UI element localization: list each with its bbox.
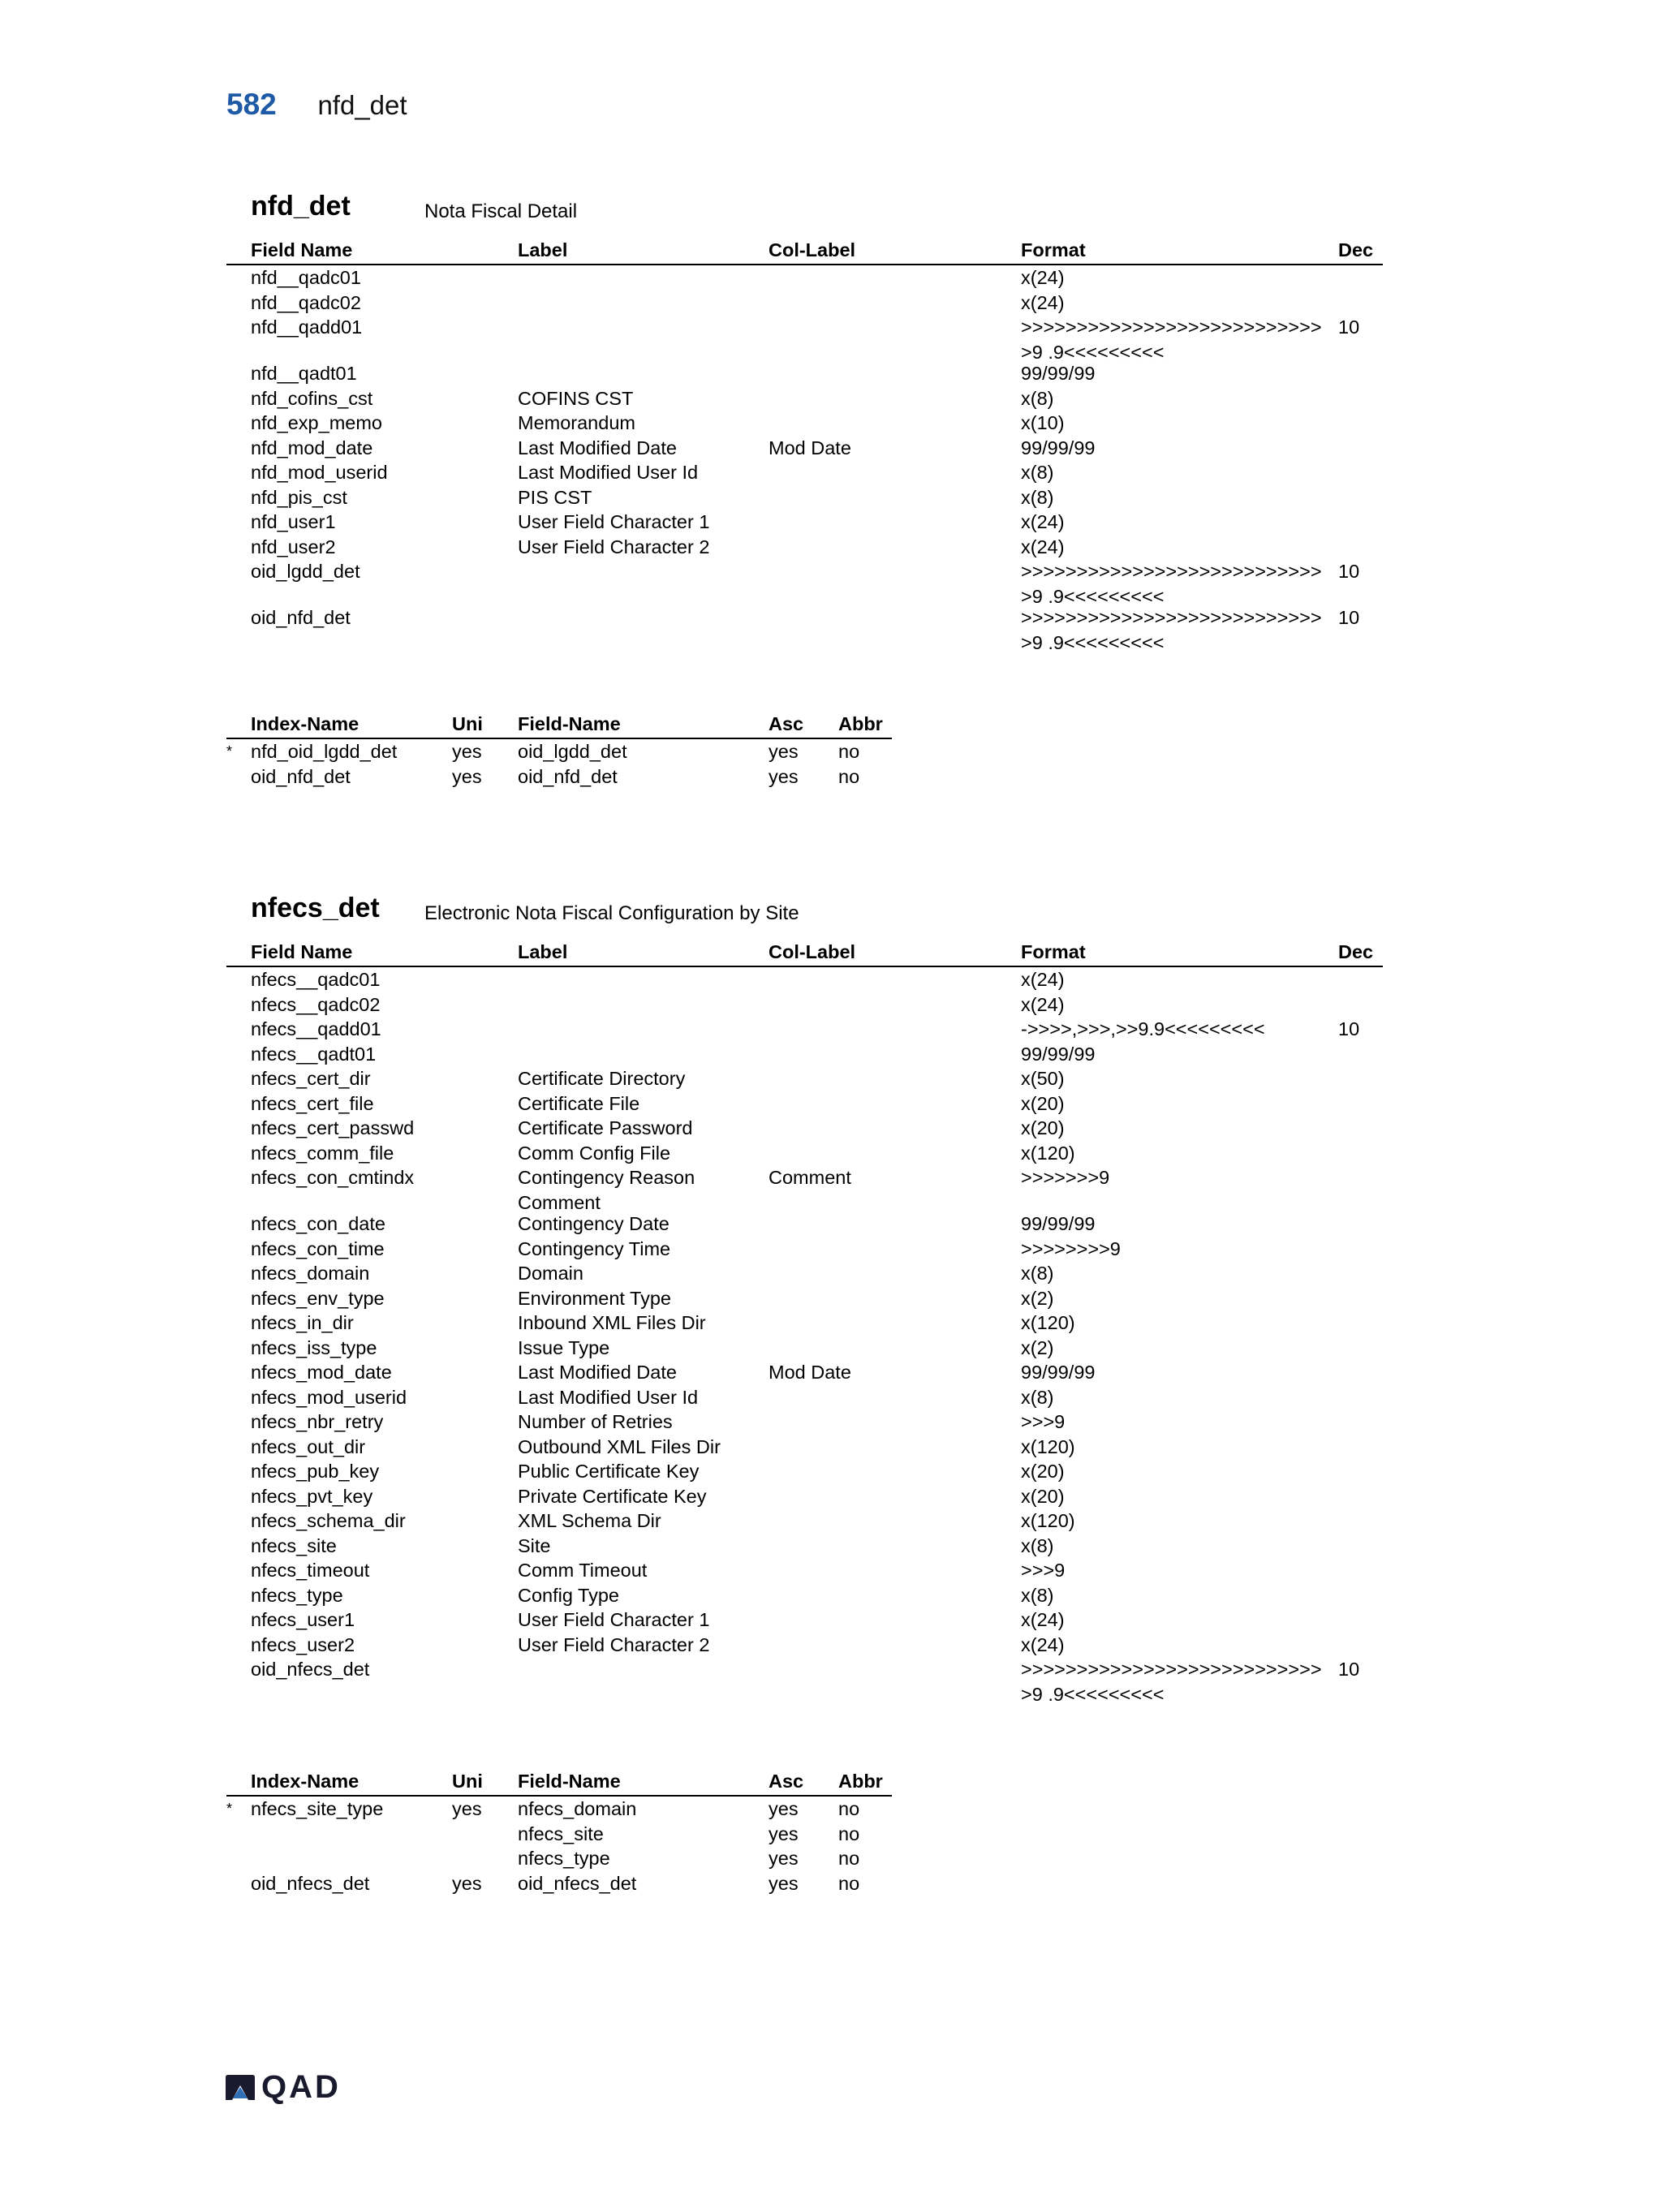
cell-format: x(8) [1021, 387, 1054, 409]
table-heading [226, 191, 1383, 231]
cell-format: x(20) [1021, 1485, 1065, 1507]
index-cell-field: nfecs_domain [518, 1798, 637, 1819]
cell-label: Last Modified User Id [518, 462, 699, 483]
cell-format: ->>>>,>>>,>>9.9<<<<<<<<< [1021, 1018, 1265, 1039]
table-row [226, 386, 1383, 411]
table-section-nfd-det [226, 191, 1383, 652]
index-cell-star: * [226, 1801, 233, 1817]
cell-field: nfecs_user1 [251, 1609, 355, 1630]
cell-field: nfd_mod_date [251, 437, 373, 458]
cell-field: nfecs_in_dir [251, 1312, 354, 1333]
table-row [226, 1116, 1383, 1141]
cell-label: Issue Type [518, 1336, 610, 1358]
cell-dec: 10 [1338, 561, 1360, 582]
cell-field: nfecs_con_cmtindx [251, 1167, 415, 1188]
index-cell-uni: yes [452, 1798, 482, 1819]
cell-format: x(8) [1021, 1534, 1054, 1556]
index-table [226, 1769, 892, 1896]
index-row [226, 739, 892, 764]
cell-label: Last Modified Date [518, 1362, 677, 1383]
index-row [226, 1846, 892, 1871]
cell-dec: 10 [1338, 1018, 1360, 1039]
table-row [226, 1042, 1383, 1067]
table-row [226, 1091, 1383, 1117]
index-table-nfd-det [226, 712, 892, 789]
field-table-header [226, 940, 1383, 967]
cell-format: x(120) [1021, 1435, 1075, 1457]
cell-format: x(8) [1021, 1584, 1054, 1606]
index-cell-abbr: no [838, 1872, 860, 1894]
cell-field: nfecs_con_date [251, 1213, 385, 1234]
index-cell-star: * [226, 743, 233, 760]
table-row [226, 992, 1383, 1018]
qad-logo-icon [224, 2074, 256, 2102]
cell-label: Certificate Directory [518, 1068, 686, 1089]
index-cell-asc: yes [769, 1848, 799, 1869]
index-cell-asc: yes [769, 1823, 799, 1844]
index-cell-field: nfecs_site [518, 1823, 604, 1844]
index-cell-asc: yes [769, 1872, 799, 1894]
index-row [226, 764, 892, 790]
cell-col-label: Mod Date [769, 1362, 851, 1383]
cell-format: x(8) [1021, 462, 1054, 483]
column-header-label: Label [518, 941, 568, 962]
cell-field: nfd__qadt01 [251, 363, 357, 384]
index-cell-asc: yes [769, 741, 799, 762]
column-header-format: Format [1021, 239, 1086, 260]
cell-field: nfecs__qadc01 [251, 969, 381, 990]
table-description: Nota Fiscal Detail [424, 200, 578, 222]
table-row [226, 1508, 1383, 1534]
table-row [226, 265, 1383, 290]
index-table [226, 712, 892, 789]
index-cell-abbr: no [838, 1848, 860, 1869]
table-row [226, 1484, 1383, 1509]
cell-label: Certificate File [518, 1092, 640, 1114]
index-cell-abbr: no [838, 765, 860, 787]
table-row [226, 967, 1383, 992]
logo-text: QAD [261, 2069, 341, 2105]
cell-field: nfecs_iss_type [251, 1336, 377, 1358]
column-header-label: Label [518, 239, 568, 260]
cell-label: Outbound XML Files Dir [518, 1435, 721, 1457]
column-header-col-label: Col-Label [769, 239, 856, 260]
table-row [226, 460, 1383, 485]
table-description: Electronic Nota Fiscal Configuration by Site [424, 902, 799, 924]
table-row [226, 1385, 1383, 1410]
index-header-uni: Uni [452, 1771, 483, 1792]
cell-col-label: Comment [769, 1167, 851, 1188]
index-cell-name: nfecs_site_type [251, 1798, 384, 1819]
table-row [226, 1017, 1383, 1042]
table-row [226, 1310, 1383, 1336]
cell-field: nfecs_out_dir [251, 1435, 366, 1457]
cell-field: nfecs_pub_key [251, 1461, 380, 1482]
column-header-dec: Dec [1338, 239, 1374, 260]
table-row [226, 1633, 1383, 1658]
cell-format: >>>9 [1021, 1560, 1066, 1581]
cell-label: Memorandum [518, 412, 635, 433]
cell-format: x(24) [1021, 536, 1065, 557]
cell-label: Private Certificate Key [518, 1485, 707, 1507]
cell-label: Contingency Reason Comment [518, 1167, 695, 1213]
cell-label: Comm Config File [518, 1142, 671, 1164]
table-row [226, 1066, 1383, 1091]
cell-format: x(8) [1021, 486, 1054, 508]
cell-field: nfecs_schema_dir [251, 1510, 406, 1531]
cell-format: x(24) [1021, 267, 1065, 288]
cell-label: COFINS CST [518, 387, 634, 409]
cell-label: Certificate Password [518, 1117, 693, 1138]
cell-field: nfecs_mod_userid [251, 1386, 407, 1408]
column-header-col-label: Col-Label [769, 941, 856, 962]
cell-label: Number of Retries [518, 1411, 673, 1432]
cell-label: User Field Character 1 [518, 511, 710, 532]
index-cell-name: oid_nfd_det [251, 765, 351, 787]
index-header-abbr: Abbr [838, 1771, 883, 1792]
index-header-name: Index-Name [251, 1771, 360, 1792]
cell-field: nfecs_cert_dir [251, 1068, 371, 1089]
cell-format: x(20) [1021, 1461, 1065, 1482]
cell-field: nfecs_cert_file [251, 1092, 374, 1114]
cell-label: User Field Character 2 [518, 1633, 710, 1655]
cell-field: nfd__qadd01 [251, 316, 363, 338]
cell-format: x(2) [1021, 1287, 1054, 1309]
cell-format: 99/99/99 [1021, 1362, 1096, 1383]
running-title: nfd_det [317, 90, 407, 120]
index-cell-uni: yes [452, 765, 482, 787]
cell-field: nfd_pis_cst [251, 486, 347, 508]
cell-field: nfd_exp_memo [251, 412, 382, 433]
table-section-nfecs-det [226, 893, 1383, 1703]
table-heading [226, 893, 1383, 933]
cell-label: Domain [518, 1263, 583, 1284]
cell-label: Comm Timeout [518, 1560, 648, 1581]
cell-format: x(120) [1021, 1312, 1075, 1333]
cell-field: nfd_user2 [251, 536, 336, 557]
cell-format: x(10) [1021, 412, 1065, 433]
cell-field: nfecs_domain [251, 1263, 370, 1284]
index-cell-abbr: no [838, 1798, 860, 1819]
table-row [226, 1459, 1383, 1484]
table-row [226, 1657, 1383, 1703]
cell-format: x(24) [1021, 1633, 1065, 1655]
cell-format: >>>>>>>>>>>>>>>>>>>>>>>>>>>>9 .9<<<<<<<<< [1021, 607, 1322, 653]
cell-field: nfecs_mod_date [251, 1362, 392, 1383]
index-cell-field: oid_nfecs_det [518, 1872, 637, 1894]
cell-format: >>>>>>>9 [1021, 1167, 1110, 1188]
cell-dec: 10 [1338, 1659, 1360, 1680]
index-header-uni: Uni [452, 713, 483, 734]
table-row [226, 1607, 1383, 1633]
index-row [226, 1822, 892, 1847]
table-row [226, 1534, 1383, 1559]
cell-format: x(8) [1021, 1386, 1054, 1408]
cell-field: nfd__qadc01 [251, 267, 361, 288]
cell-format: 99/99/99 [1021, 1043, 1096, 1065]
field-table-header [226, 238, 1383, 265]
cell-label: User Field Character 2 [518, 536, 710, 557]
table-row [226, 361, 1383, 386]
table-row [226, 1261, 1383, 1286]
index-cell-name: oid_nfecs_det [251, 1872, 370, 1894]
index-table-header [226, 1769, 892, 1797]
cell-label: Inbound XML Files Dir [518, 1312, 706, 1333]
cell-format: >>>9 [1021, 1411, 1066, 1432]
cell-format: >>>>>>>>>>>>>>>>>>>>>>>>>>>>9 .9<<<<<<<<< [1021, 316, 1322, 363]
table-row [226, 1237, 1383, 1262]
table-row [226, 559, 1383, 605]
cell-field: nfecs_user2 [251, 1633, 355, 1655]
cell-field: nfecs_comm_file [251, 1142, 394, 1164]
cell-field: nfecs_pvt_key [251, 1485, 373, 1507]
table-row [226, 1435, 1383, 1460]
index-header-asc: Asc [769, 713, 804, 734]
cell-format: x(120) [1021, 1142, 1075, 1164]
index-cell-field: nfecs_type [518, 1848, 610, 1869]
cell-label: Config Type [518, 1584, 619, 1606]
cell-format: 99/99/99 [1021, 1213, 1096, 1234]
cell-format: x(2) [1021, 1336, 1054, 1358]
index-header-asc: Asc [769, 1771, 804, 1792]
cell-field: nfecs_cert_passwd [251, 1117, 415, 1138]
table-name: nfd_det [251, 191, 351, 222]
index-cell-field: oid_nfd_det [518, 765, 618, 787]
cell-format: >>>>>>>>>>>>>>>>>>>>>>>>>>>>9 .9<<<<<<<<< [1021, 1659, 1322, 1705]
cell-format: x(24) [1021, 511, 1065, 532]
cell-label: Contingency Date [518, 1213, 670, 1234]
index-cell-name: nfd_oid_lgdd_det [251, 741, 398, 762]
table-row [226, 1360, 1383, 1385]
table-row [226, 411, 1383, 436]
cell-field: nfecs_nbr_retry [251, 1411, 384, 1432]
index-row [226, 1797, 892, 1822]
cell-field: nfecs__qadd01 [251, 1018, 381, 1039]
index-cell-uni: yes [452, 741, 482, 762]
cell-field: nfd_cofins_cst [251, 387, 373, 409]
index-header-field: Field-Name [518, 1771, 621, 1792]
cell-label: Last Modified Date [518, 437, 677, 458]
cell-field: nfecs_env_type [251, 1287, 385, 1309]
cell-format: x(8) [1021, 1263, 1054, 1284]
column-header-field: Field Name [251, 941, 353, 962]
table-row [226, 1211, 1383, 1237]
table-row [226, 485, 1383, 510]
cell-format: x(24) [1021, 291, 1065, 313]
cell-field: nfd_mod_userid [251, 462, 388, 483]
cell-field: oid_nfecs_det [251, 1659, 370, 1680]
table-row [226, 290, 1383, 316]
cell-dec: 10 [1338, 607, 1360, 628]
cell-label: Contingency Time [518, 1237, 671, 1259]
cell-format: x(20) [1021, 1092, 1065, 1114]
index-header-abbr: Abbr [838, 713, 883, 734]
table-row [226, 510, 1383, 535]
cell-format: x(24) [1021, 993, 1065, 1015]
index-header-name: Index-Name [251, 713, 360, 734]
page-header [226, 88, 407, 122]
cell-field: nfecs__qadc02 [251, 993, 381, 1015]
cell-format: x(24) [1021, 969, 1065, 990]
cell-label: Last Modified User Id [518, 1386, 699, 1408]
cell-label: XML Schema Dir [518, 1510, 661, 1531]
cell-format: x(24) [1021, 1609, 1065, 1630]
cell-field: nfecs_timeout [251, 1560, 370, 1581]
cell-field: nfecs_site [251, 1534, 337, 1556]
cell-field: oid_nfd_det [251, 607, 351, 628]
index-cell-abbr: no [838, 741, 860, 762]
cell-label: Public Certificate Key [518, 1461, 700, 1482]
cell-format: x(20) [1021, 1117, 1065, 1138]
table-row [226, 1409, 1383, 1435]
cell-label: User Field Character 1 [518, 1609, 710, 1630]
cell-dec: 10 [1338, 316, 1360, 338]
index-header-field: Field-Name [518, 713, 621, 734]
table-row [226, 436, 1383, 461]
cell-field: oid_lgdd_det [251, 561, 360, 582]
cell-field: nfecs__qadt01 [251, 1043, 377, 1065]
cell-label: Site [518, 1534, 551, 1556]
page-number: 582 [226, 88, 277, 121]
table-row [226, 1336, 1383, 1361]
cell-label: Environment Type [518, 1287, 671, 1309]
column-header-dec: Dec [1338, 941, 1374, 962]
index-cell-asc: yes [769, 765, 799, 787]
index-table-header [226, 712, 892, 739]
table-row [226, 605, 1383, 652]
cell-format: >>>>>>>>9 [1021, 1237, 1121, 1259]
column-header-format: Format [1021, 941, 1086, 962]
index-table-nfecs-det [226, 1769, 892, 1896]
cell-field: nfecs_con_time [251, 1237, 385, 1259]
index-cell-abbr: no [838, 1823, 860, 1844]
table-row [226, 315, 1383, 361]
index-cell-uni: yes [452, 1872, 482, 1894]
cell-field: nfd__qadc02 [251, 291, 361, 313]
qad-logo [224, 2069, 341, 2106]
table-name: nfecs_det [251, 893, 380, 923]
cell-format: x(120) [1021, 1510, 1075, 1531]
index-row [226, 1871, 892, 1896]
cell-format: 99/99/99 [1021, 437, 1096, 458]
index-cell-field: oid_lgdd_det [518, 741, 627, 762]
table-row [226, 1165, 1383, 1211]
table-row [226, 535, 1383, 560]
field-table [226, 940, 1383, 1703]
table-row [226, 1141, 1383, 1166]
cell-format: 99/99/99 [1021, 363, 1096, 384]
field-table [226, 238, 1383, 652]
cell-format: >>>>>>>>>>>>>>>>>>>>>>>>>>>>9 .9<<<<<<<<< [1021, 561, 1322, 607]
table-row [226, 1286, 1383, 1311]
cell-format: x(50) [1021, 1068, 1065, 1089]
table-row [226, 1583, 1383, 1608]
index-cell-asc: yes [769, 1798, 799, 1819]
column-header-field: Field Name [251, 239, 353, 260]
table-row [226, 1558, 1383, 1583]
cell-label: PIS CST [518, 486, 592, 508]
cell-field: nfecs_type [251, 1584, 343, 1606]
cell-col-label: Mod Date [769, 437, 851, 458]
cell-field: nfd_user1 [251, 511, 336, 532]
